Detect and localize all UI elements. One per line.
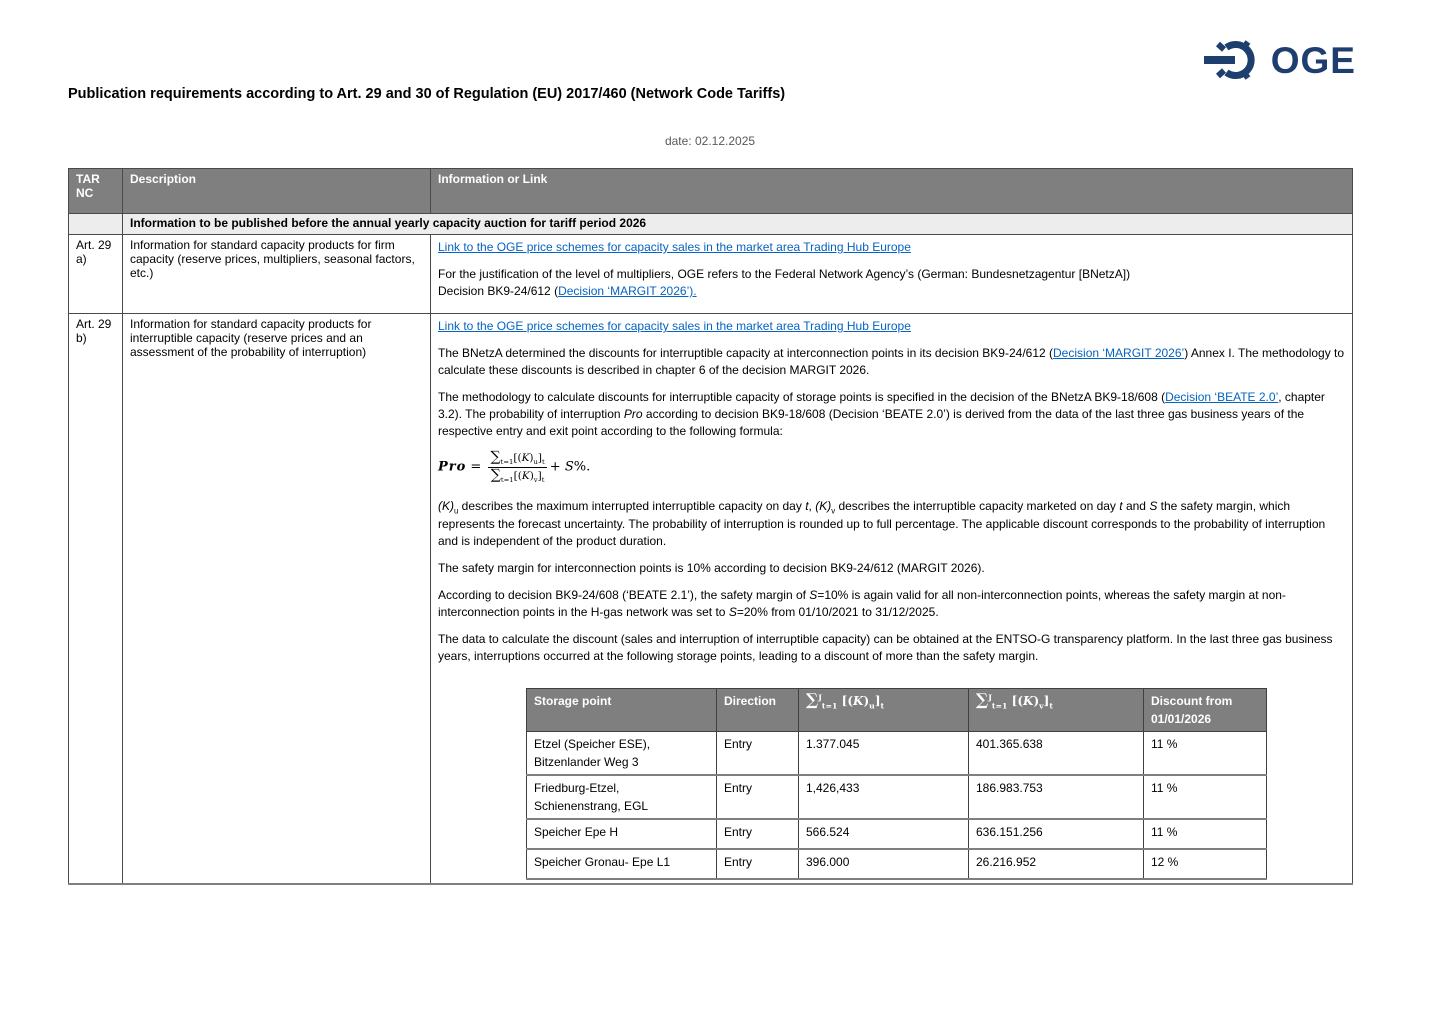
text-run: ]	[537, 469, 542, 482]
text-run: the safety margin, which represents the forecast uncertainty. The probability of interruption is rounded up to full percentage. The applicable discount corresponds to the probability of interruption and is independent of the product duration.	[438, 498, 1326, 549]
doc-date: date: 02.12.2025	[664, 134, 756, 148]
sum-v-col-header	[969, 688, 1144, 731]
paragraph-beate21	[438, 587, 1345, 621]
formula-equals: =	[466, 459, 486, 475]
text-run: S	[728, 605, 737, 620]
text-run: t=1	[500, 458, 514, 467]
text-run: )	[529, 469, 534, 482]
cell-storage-point: Speicher Gronau- Epe L1	[527, 849, 717, 879]
oge-logo-icon	[1204, 34, 1262, 86]
discount-col-header: Discount from 01/01/2026	[1144, 688, 1267, 731]
margit-2026-link[interactable]: Decision ‘MARGIT 2026’	[1053, 346, 1185, 361]
col-header-tarnc: TAR NC	[69, 169, 123, 214]
text-run: t=1	[821, 700, 838, 710]
text-run: , chapter 3.2). The probability of interruption	[438, 390, 1325, 422]
text-run: Decision BK9-24/612 (	[438, 284, 559, 299]
text-run: The BNetzA determined the discounts for interruptible capacity at interconnection points in its decision BK9-24/612 (	[438, 346, 1054, 361]
paragraph-entsog: The data to calculate the discount (sales and interruption of interruptible capacity) can be obtained at the ENTSO-G transparency platform. In the last three gas business years, interruptions occurred at the following storage points, leading to a discount of more than the safety margin.	[438, 632, 1333, 664]
cell-sum-u: 396.000	[799, 849, 969, 879]
text-run: The methodology to calculate discounts for interruptible capacity of storage points is specified in the decision of the BNetzA BK9-18/608 (	[438, 390, 1166, 405]
text-run: describes the interruptible capacity marketed on day	[835, 498, 1120, 513]
text-run: u	[454, 506, 459, 516]
text-run: t	[1119, 498, 1123, 513]
sum-u-col-header	[799, 688, 969, 731]
text-run: ]	[1043, 693, 1050, 708]
cell-sum-u: 1.377.045	[799, 731, 969, 775]
text-run: K	[1023, 693, 1034, 708]
art-29b-info-cell	[431, 314, 1353, 884]
cell-discount: 11 %	[1144, 775, 1267, 819]
formula-lhs: Pro	[438, 459, 467, 475]
text-run: ∑	[490, 466, 501, 483]
text-run: ∑	[976, 689, 989, 709]
art-29a-description: Information for standard capacity products for firm capacity (reserve prices, multipliers, seasonal factors, etc.)	[123, 235, 431, 314]
text-run: v	[533, 475, 538, 484]
price-schemes-link-b[interactable]: Link to the OGE price schemes for capacity sales in the market area Trading Hub Europe	[438, 319, 911, 334]
text-run: t	[541, 475, 545, 484]
text-run: S	[1149, 498, 1158, 513]
section-header: Information to be published before the annual yearly capacity auction for tariff period 2026	[123, 214, 1353, 235]
cell-storage-point: Friedburg-Etzel, Schienenstrang, EGL	[527, 775, 717, 819]
cell-sum-u: 1,426,433	[799, 775, 969, 819]
paragraph-k-definitions	[438, 498, 1345, 551]
text-run: t	[542, 458, 545, 467]
text-run: [(	[837, 693, 854, 708]
art-29b-row	[69, 314, 1353, 884]
col-header-info: Information or Link	[431, 169, 1353, 214]
text-run: S	[564, 459, 574, 475]
cell-sum-u: 566.524	[799, 819, 969, 849]
text-run: according to decision BK9-18/608 (Decision ‘BEATE 2.0’) is derived from the data of the last three gas business years of the respective entry and exit point according to the following formula:	[438, 407, 1305, 439]
cell-direction: Entry	[717, 775, 799, 819]
text-run: ) Annex I. The methodology to calculate these discounts is described in chapter 6 of the decision MARGIT 2026.	[438, 346, 1345, 378]
oge-logo-text: OGE	[1270, 39, 1356, 81]
text-run: )	[1033, 693, 1040, 708]
publication-table	[68, 168, 1353, 885]
art-29a-info-cell	[431, 235, 1353, 314]
paragraph-beate	[438, 389, 1345, 440]
text-run: t	[1049, 700, 1053, 710]
text-run: K	[521, 452, 530, 465]
text-run: =10% is again valid for all non-interconnection points, whereas the safety margin at non-interconnection points in the H-gas network was set to	[438, 588, 1286, 620]
text-run: ,	[808, 498, 816, 513]
storage-row	[527, 819, 1267, 849]
price-schemes-link-a[interactable]: Link to the OGE price schemes for capacity sales in the market area Trading Hub Europe	[438, 240, 911, 254]
cell-direction: Entry	[717, 819, 799, 849]
cell-sum-v: 186.983.753	[969, 775, 1144, 819]
text-run: For the justification of the level of multipliers, OGE refers to the Federal Network Agency’s (German: Bundesnetzagentur [BNetzA])	[438, 267, 1131, 282]
cell-discount: 12 %	[1144, 849, 1267, 879]
art-29b-description: Information for standard capacity products for interruptible capacity (reserve prices and an assessment of the probability of interruption)	[123, 314, 431, 884]
text-run: ∑	[806, 689, 819, 709]
art-29a-link-paragraph	[438, 239, 1345, 256]
text-run: [(	[1007, 693, 1024, 708]
paragraph-margit	[438, 345, 1345, 379]
text-run: +	[549, 459, 565, 475]
storage-discount-table	[526, 688, 1267, 880]
text-run: (K)	[438, 498, 454, 513]
cell-sum-v: 401.365.638	[969, 731, 1144, 775]
storage-row	[527, 775, 1267, 819]
art-29a-row	[69, 235, 1353, 314]
art-29a-article: Art. 29 a)	[69, 235, 123, 314]
text-run: ]	[874, 693, 881, 708]
formula-numerator	[488, 450, 546, 467]
pro-formula	[438, 450, 1345, 484]
col-header-description: Description	[123, 169, 431, 214]
text-run: t	[880, 700, 885, 710]
text-run: t=1	[991, 700, 1008, 710]
art-29a-paragraph	[438, 266, 1345, 300]
storage-row	[527, 731, 1267, 775]
text-run: t=1	[500, 475, 514, 484]
text-run: t	[805, 498, 809, 513]
storage-col-header: Storage point	[527, 688, 717, 731]
beate-20-link[interactable]: Decision ‘BEATE 2.0’	[1165, 390, 1279, 405]
direction-col-header: Direction	[717, 688, 799, 731]
table-header-row	[69, 169, 1353, 214]
text-run: v	[1039, 700, 1044, 710]
text-run: According to decision BK9-24/608 (‘BEATE 2.1’), the safety margin of	[438, 588, 810, 603]
text-run: J	[818, 692, 822, 702]
text-run: ]	[537, 452, 543, 465]
text-run: [(	[513, 469, 522, 482]
cell-direction: Entry	[717, 731, 799, 775]
text-run: and	[1122, 498, 1150, 513]
text-run: K	[853, 693, 864, 708]
text-run: %.	[573, 459, 591, 475]
text-run: S	[809, 588, 818, 603]
text-run: )	[863, 693, 870, 708]
cell-direction: Entry	[717, 849, 799, 879]
cell-discount: 11 %	[1144, 731, 1267, 775]
text-run: =20% from 01/10/2021 to 31/12/2025.	[736, 605, 939, 620]
text-run: K	[521, 469, 530, 482]
formula-denominator	[488, 468, 546, 484]
text-run: u	[869, 700, 875, 710]
page-title: Publication requirements according to Art. 29 and 30 of Regulation (EU) 2017/460 (Network Code Tariffs)	[68, 86, 786, 102]
formula-fraction	[488, 450, 546, 484]
storage-row	[527, 849, 1267, 879]
section-header-row	[69, 214, 1353, 235]
art-29b-link-paragraph	[438, 318, 1345, 335]
oge-logo	[1204, 34, 1356, 86]
art-29b-article: Art. 29 b)	[69, 314, 123, 884]
text-run: ∑	[490, 449, 501, 466]
text-run: Pro	[623, 407, 643, 422]
text-run: )	[529, 452, 534, 465]
text-run: [(	[513, 452, 522, 465]
cell-storage-point: Etzel (Speicher ESE), Bitzenlander Weg 3	[527, 731, 717, 775]
section-header-empty-cell	[69, 214, 123, 235]
text-run: u	[533, 458, 538, 467]
cell-storage-point: Speicher Epe H	[527, 819, 717, 849]
formula-tail	[550, 460, 590, 475]
text-run: v	[831, 506, 836, 516]
cell-sum-v: 636.151.256	[969, 819, 1144, 849]
cell-discount: 11 %	[1144, 819, 1267, 849]
storage-table-header-row	[527, 688, 1267, 731]
text-run: (K)	[815, 498, 832, 513]
paragraph-safety-margin: The safety margin for interconnection points is 10% according to decision BK9-24/612 (MARGIT 2026).	[438, 561, 985, 576]
margit-2026-link[interactable]: Decision ‘MARGIT 2026’).	[558, 284, 697, 299]
text-run: J	[988, 692, 992, 702]
text-run: describes the maximum interrupted interruptible capacity on day	[458, 498, 806, 513]
cell-sum-v: 26.216.952	[969, 849, 1144, 879]
